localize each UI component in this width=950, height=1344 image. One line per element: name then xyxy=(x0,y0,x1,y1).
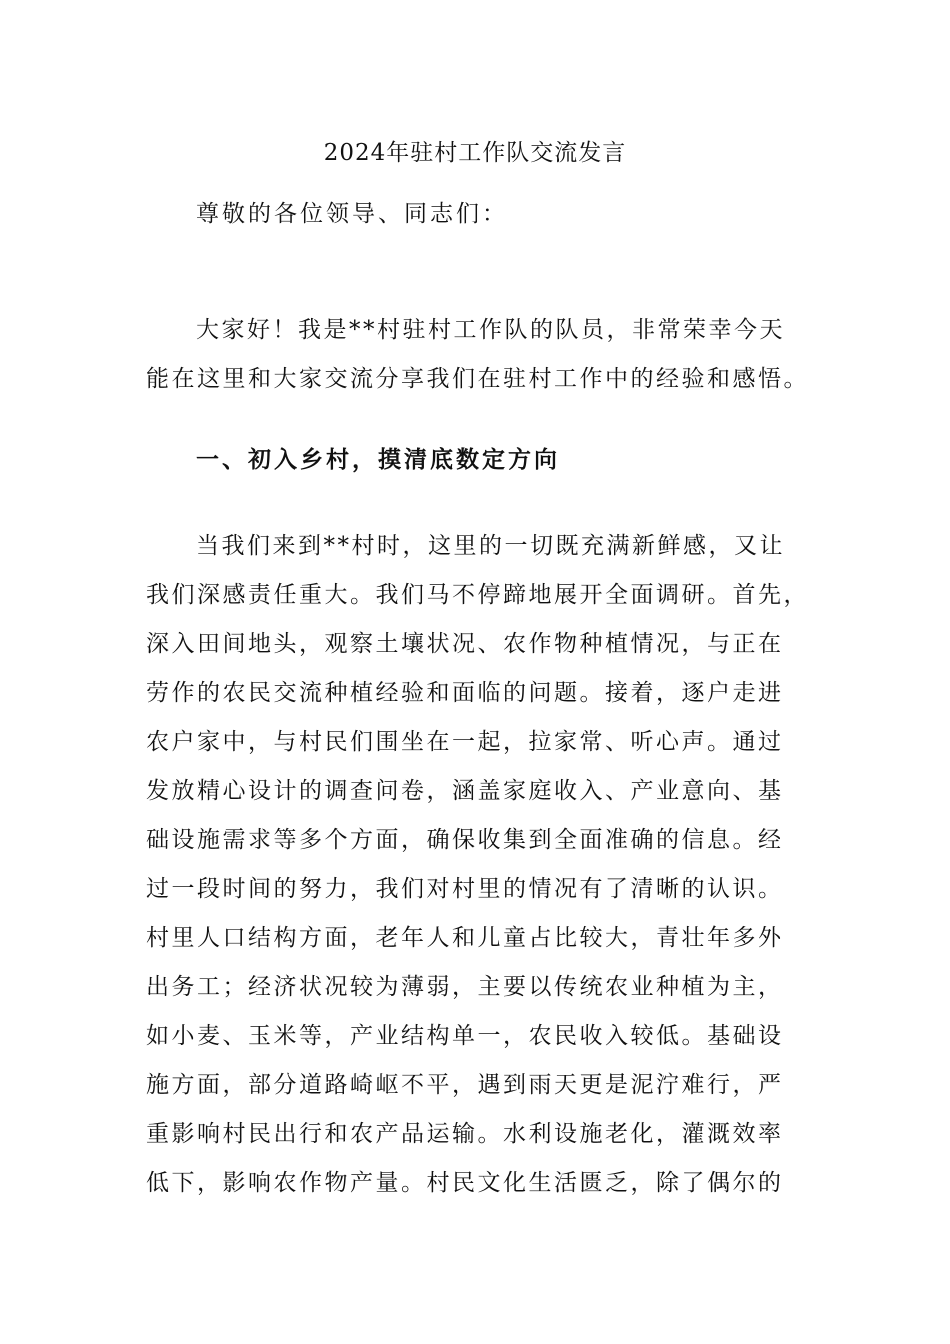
paragraph-line: 我们深感责任重大。我们马不停蹄地展开全面调研。首先， xyxy=(146,582,809,608)
paragraph-line: 能在这里和大家交流分享我们在驻村工作中的经验和感悟。 xyxy=(146,366,809,392)
paragraph-line: 大家好！我是**村驻村工作队的队员，非常荣幸今天 xyxy=(196,317,785,343)
paragraph-line: 施方面，部分道路崎岖不平，遇到雨天更是泥泞难行，严 xyxy=(146,1072,784,1098)
document-title: 2024年驻村工作队交流发言 xyxy=(323,140,627,166)
paragraph-line: 出务工；经济状况较为薄弱，主要以传统农业种植为主， xyxy=(146,974,784,1000)
paragraph-line: 础设施需求等多个方面，确保收集到全面准确的信息。经 xyxy=(146,827,784,853)
paragraph-line: 过一段时间的努力，我们对村里的情况有了清晰的认识。 xyxy=(146,876,784,902)
paragraph-line: 深入田间地头，观察土壤状况、农作物种植情况，与正在 xyxy=(146,631,784,657)
section-heading: 一、初入乡村，摸清底数定方向 xyxy=(196,447,560,473)
section-1-paragraph xyxy=(146,522,809,1208)
paragraph-line: 劳作的农民交流种植经验和面临的问题。接着，逐户走进 xyxy=(146,680,784,706)
paragraph-line: 发放精心设计的调查问卷，涵盖家庭收入、产业意向、基 xyxy=(146,778,784,804)
paragraph-line: 村里人口结构方面，老年人和儿童占比较大，青壮年多外 xyxy=(146,925,784,951)
intro-paragraph xyxy=(146,306,809,404)
salutation: 尊敬的各位领导、同志们： xyxy=(196,201,508,227)
paragraph-line: 农户家中，与村民们围坐在一起，拉家常、听心声。通过 xyxy=(146,729,784,755)
paragraph-line: 重影响村民出行和农产品运输。水利设施老化，灌溉效率 xyxy=(146,1121,784,1147)
paragraph-line: 如小麦、玉米等，产业结构单一，农民收入较低。基础设 xyxy=(146,1023,784,1049)
paragraph-line: 当我们来到**村时，这里的一切既充满新鲜感，又让 xyxy=(196,533,785,559)
paragraph-line: 低下，影响农作物产量。村民文化生活匮乏，除了偶尔的 xyxy=(146,1170,784,1196)
